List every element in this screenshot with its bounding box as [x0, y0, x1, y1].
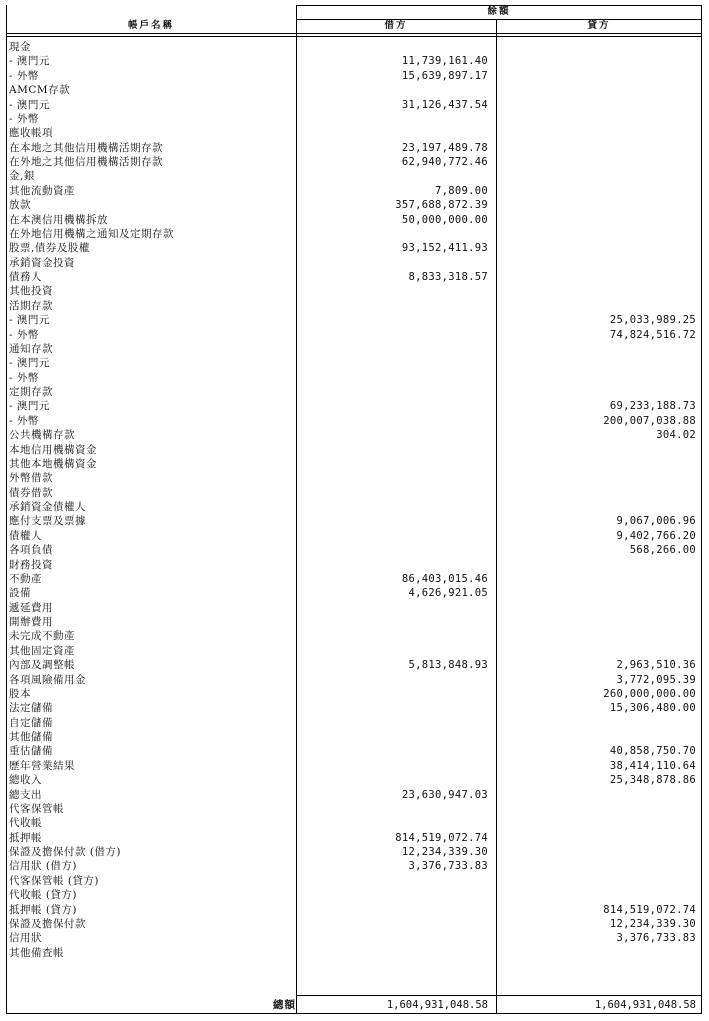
debit-value: 62,940,772.46 [401, 156, 488, 168]
table-row [6, 356, 702, 370]
account-name: 債務人 [9, 271, 42, 283]
account-name: 遞延費用 [9, 601, 53, 614]
account-name: 代客保管帳 (貸方) [9, 874, 100, 887]
table-row [6, 313, 702, 327]
account-name: 信用狀 [9, 932, 42, 945]
table-row [6, 917, 702, 931]
table-row [6, 716, 702, 730]
table-row [6, 644, 702, 658]
table-row [6, 874, 702, 888]
table-row [6, 802, 702, 816]
credit-value: 25,348,878.86 [609, 774, 696, 787]
account-name: - 澳門元 [9, 55, 50, 68]
table-row [6, 83, 702, 97]
table-row [6, 730, 702, 744]
account-rows [6, 40, 702, 960]
table-row [6, 342, 702, 356]
account-name: 現金 [9, 41, 31, 53]
table-row [6, 54, 702, 68]
account-name: 自定儲備 [9, 716, 53, 729]
table-row [6, 443, 702, 457]
credit-value: 15,306,480.00 [609, 702, 696, 715]
account-name: 各項風險備用金 [9, 673, 86, 686]
credit-value: 200,007,038.88 [603, 414, 696, 427]
debit-value: 4,626,921.05 [408, 587, 488, 600]
table-row [6, 299, 702, 313]
account-name: 代收帳 [9, 817, 42, 830]
account-name: 代收帳 (貸方) [9, 889, 78, 902]
table-row [6, 328, 702, 342]
debit-value: 23,197,489.78 [401, 141, 488, 154]
account-name: 應付支票及票據 [9, 515, 86, 528]
header-credit: 貸方 [587, 20, 611, 31]
table-row [6, 270, 702, 284]
table-row [6, 169, 702, 183]
account-name: 其他流動資產 [9, 184, 75, 197]
header-debit: 借方 [384, 20, 408, 31]
debit-value: 23,630,947.03 [401, 788, 488, 801]
account-name: 金,銀 [9, 170, 35, 183]
table-row [6, 888, 702, 902]
account-name: 本地信用機構資金 [9, 443, 97, 456]
account-name: 應收帳項 [9, 127, 53, 140]
credit-value: 9,067,006.96 [616, 515, 696, 528]
account-name: 股票,債券及股權 [9, 242, 90, 255]
credit-value: 304.02 [656, 429, 696, 442]
table-row [6, 241, 702, 255]
debit-value: 357,688,872.39 [395, 199, 488, 212]
trial-balance-sheet [6, 5, 702, 1014]
header-rule-2 [6, 36, 702, 37]
table-row [6, 112, 702, 126]
account-name: 其他儲備 [9, 731, 53, 743]
table-row [6, 558, 702, 572]
account-name: 未完成不動產 [9, 630, 75, 643]
table-row [6, 198, 702, 212]
account-name: 活期存款 [9, 299, 53, 312]
table-row [6, 586, 702, 600]
account-name: 股本 [9, 687, 31, 700]
table-row [6, 845, 702, 859]
account-name: 定期存款 [9, 386, 53, 398]
account-name: - 外幣 [9, 69, 39, 82]
account-name: 重估儲備 [9, 745, 53, 758]
account-name: - 外幣 [9, 371, 39, 384]
debit-value: 11,739,161.40 [401, 55, 488, 68]
table-row [6, 399, 702, 413]
account-name: 其他投資 [9, 285, 53, 298]
account-name: 內部及調整帳 [9, 659, 75, 672]
header-account-name: 帳戶名稱 [127, 20, 174, 31]
account-name: 在外地信用機構之通知及定期存款 [9, 227, 174, 240]
account-name: 在本地之其他信用機構活期存款 [9, 141, 163, 154]
account-name: 其他本地機構資金 [9, 457, 97, 470]
table-row [6, 759, 702, 773]
account-name: 在外地之其他信用機構活期存款 [9, 156, 163, 168]
table-row [6, 572, 702, 586]
credit-value: 40,858,750.70 [609, 745, 696, 758]
account-name: 放款 [9, 199, 31, 212]
account-name: 抵押帳 (貸方) [9, 903, 78, 916]
account-name: - 澳門元 [9, 357, 50, 370]
account-name: - 澳門元 [9, 400, 50, 413]
credit-value: 9,402,766.20 [616, 529, 696, 542]
table-row [6, 500, 702, 514]
account-name: 代客保管帳 [9, 802, 64, 815]
table-row [6, 514, 702, 528]
table-row [6, 126, 702, 140]
table-row [6, 931, 702, 945]
table-row [6, 601, 702, 615]
account-name: 總收入 [9, 774, 42, 787]
account-name: 在本澳信用機構拆放 [9, 213, 108, 226]
credit-value: 12,234,339.30 [609, 917, 696, 930]
account-name: 外幣借款 [9, 472, 53, 485]
table-row [6, 816, 702, 830]
account-name: 通知存款 [9, 342, 53, 355]
table-row [6, 284, 702, 298]
table-row [6, 946, 702, 960]
table-row [6, 227, 702, 241]
account-name: 債權人 [9, 529, 42, 542]
credit-value: 568,266.00 [629, 544, 696, 557]
account-name: - 澳門元 [9, 314, 50, 327]
table-row [6, 687, 702, 701]
table-row [6, 428, 702, 442]
debit-value: 50,000,000.00 [401, 213, 488, 226]
account-name: - 外幣 [9, 414, 39, 427]
account-name: 設備 [9, 587, 31, 600]
table-row [6, 457, 702, 471]
account-name: 承銷資金投資 [9, 256, 75, 269]
table-row [6, 486, 702, 500]
account-name: 總支出 [9, 788, 42, 801]
table-row [6, 414, 702, 428]
table-row [6, 213, 702, 227]
table-row [6, 371, 702, 385]
total-debit: 1,604,931,048.58 [386, 999, 488, 1011]
table-row [6, 385, 702, 399]
bottom-border [6, 1013, 702, 1014]
account-name: 其他備查帳 [9, 946, 64, 959]
account-name: 公共機構存款 [9, 429, 75, 442]
account-name: 保證及擔保付款 (借方) [9, 846, 122, 858]
credit-value: 38,414,110.64 [609, 759, 696, 772]
debit-value: 814,519,072.74 [395, 831, 488, 844]
table-row [6, 903, 702, 917]
account-name: 各項負債 [9, 544, 53, 557]
credit-value: 74,824,516.72 [609, 328, 696, 341]
table-row [6, 155, 702, 169]
debit-value: 7,809.00 [435, 184, 488, 197]
table-row [6, 831, 702, 845]
credit-value: 814,519,072.74 [603, 903, 696, 916]
debit-value: 5,813,848.93 [408, 659, 488, 672]
account-name: 開辦費用 [9, 616, 53, 628]
table-row [6, 98, 702, 112]
debit-value: 93,152,411.93 [401, 242, 488, 255]
account-name: 債券借款 [9, 486, 53, 499]
credit-value: 260,000,000.00 [603, 687, 696, 700]
credit-value: 3,376,733.83 [616, 932, 696, 945]
account-name: AMCM存款 [9, 84, 71, 97]
account-name: 保證及擔保付款 [9, 917, 86, 930]
debit-value: 8,833,318.57 [408, 271, 488, 283]
table-row [6, 40, 702, 54]
table-row [6, 529, 702, 543]
credit-value: 2,963,510.36 [616, 659, 696, 672]
account-name: - 外幣 [9, 328, 39, 341]
account-name: 不動產 [9, 572, 42, 585]
totals-rule [296, 995, 702, 996]
debit-value: 15,639,897.17 [401, 69, 488, 82]
debit-value: 3,376,733.83 [408, 860, 488, 873]
credit-value: 69,233,188.73 [609, 400, 696, 413]
account-name: - 澳門元 [9, 98, 50, 111]
credit-value: 3,772,095.39 [616, 673, 696, 686]
table-row [6, 744, 702, 758]
table-row [6, 629, 702, 643]
table-row [6, 141, 702, 155]
table-row [6, 256, 702, 270]
debit-value: 31,126,437.54 [401, 98, 488, 111]
table-row [6, 773, 702, 787]
account-name: 其他固定資產 [9, 644, 75, 657]
account-name: 承銷資金債權人 [9, 501, 86, 513]
total-credit: 1,604,931,048.58 [594, 999, 696, 1011]
account-name: 抵押帳 [9, 831, 42, 844]
table-row [6, 788, 702, 802]
credit-value: 25,033,989.25 [609, 314, 696, 327]
table-row [6, 615, 702, 629]
account-name: 法定儲備 [9, 702, 53, 715]
table-row [6, 471, 702, 485]
table-row [6, 184, 702, 198]
table-row [6, 673, 702, 687]
header-balance: 餘額 [487, 6, 511, 17]
total-label: 總額 [273, 999, 296, 1011]
account-name: 財務投資 [9, 558, 53, 571]
account-name: 歷年營業結果 [9, 759, 75, 772]
header-rule [6, 33, 702, 34]
account-name: - 外幣 [9, 112, 39, 125]
table-row [6, 701, 702, 715]
debit-value: 86,403,015.46 [401, 572, 488, 585]
table-row [6, 859, 702, 873]
table-row [6, 658, 702, 672]
table-row [6, 543, 702, 557]
account-name: 信用狀 (借方) [9, 860, 78, 873]
table-row [6, 69, 702, 83]
debit-value: 12,234,339.30 [401, 846, 488, 858]
